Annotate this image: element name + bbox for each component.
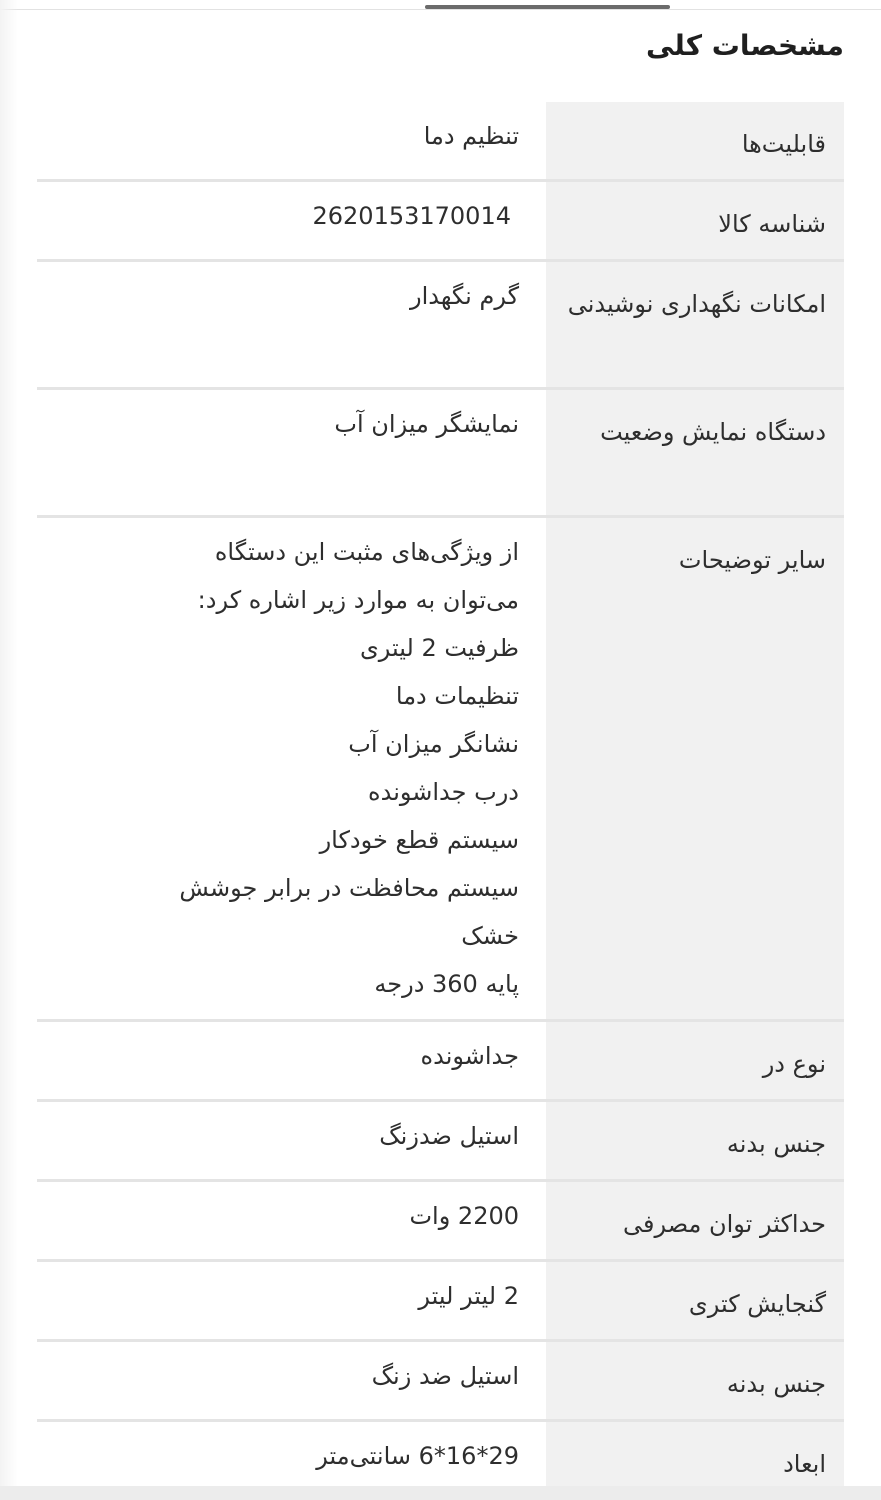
spec-row-body-material-2 bbox=[37, 1342, 844, 1422]
spec-value-line: نشانگر میزان آب bbox=[348, 730, 519, 758]
spec-row-other-description bbox=[37, 518, 844, 1022]
spec-value bbox=[37, 390, 546, 515]
spec-row-lid-type bbox=[37, 1022, 844, 1102]
spec-value-line: 2 لیتر لیتر bbox=[418, 1282, 519, 1310]
spec-row-max-power bbox=[37, 1182, 844, 1262]
spec-row-features bbox=[37, 102, 844, 182]
spec-label: نوع در bbox=[546, 1022, 844, 1099]
spec-value bbox=[37, 102, 546, 179]
spec-value-line: 29*16*6 سانتی‌متر bbox=[316, 1442, 519, 1470]
spec-value bbox=[37, 518, 546, 1019]
spec-value bbox=[37, 262, 546, 387]
spec-label: حداکثر توان مصرفی bbox=[546, 1182, 844, 1259]
spec-row-kettle-capacity bbox=[37, 1262, 844, 1342]
spec-value-line: پایه 360 درجه bbox=[374, 970, 519, 998]
spec-value-line: تنظیم دما bbox=[423, 122, 519, 150]
spec-label: شناسه کالا bbox=[546, 182, 844, 259]
spec-row-product-id bbox=[37, 182, 844, 262]
spec-row-body-material bbox=[37, 1102, 844, 1182]
spec-value-line: نمایشگر میزان آب bbox=[334, 410, 519, 438]
spec-value bbox=[37, 1102, 546, 1179]
spec-value-line: سیستم محافظت در برابر جوشش bbox=[179, 874, 519, 902]
spec-label: جنس بدنه bbox=[546, 1342, 844, 1419]
spec-table bbox=[37, 102, 844, 1500]
bottom-bar bbox=[0, 1486, 881, 1500]
spec-value-line: خشک bbox=[461, 922, 519, 950]
spec-label: سایر توضیحات bbox=[546, 518, 844, 1019]
spec-label: دستگاه نمایش وضعیت bbox=[546, 390, 844, 515]
spec-value-line: تنظیمات دما bbox=[395, 682, 519, 710]
spec-value-line: درب جداشونده bbox=[368, 778, 519, 806]
spec-value-line: می‌توان به موارد زیر اشاره کرد: bbox=[197, 586, 519, 614]
spec-label: قابلیت‌ها bbox=[546, 102, 844, 179]
spec-value-line: سیستم قطع خودکار bbox=[319, 826, 519, 854]
spec-value-line: ظرفیت 2 لیتری bbox=[360, 634, 519, 662]
spec-value bbox=[37, 1342, 546, 1419]
top-divider bbox=[0, 9, 881, 10]
spec-label: امکانات نگهداری نوشیدنی bbox=[546, 262, 844, 387]
spec-value-line: گرم نگهدار bbox=[409, 282, 519, 310]
spec-value-line: 2200 وات bbox=[409, 1202, 519, 1230]
spec-label: گنجایش کتری bbox=[546, 1262, 844, 1339]
spec-value bbox=[37, 1022, 546, 1099]
edge-shadow bbox=[0, 0, 18, 1500]
sheet-drag-handle[interactable] bbox=[425, 5, 670, 9]
section-title: مشخصات کلی bbox=[645, 29, 844, 62]
spec-row-status-display bbox=[37, 390, 844, 518]
spec-label: ابعاد bbox=[546, 1422, 844, 1500]
spec-label: جنس بدنه bbox=[546, 1102, 844, 1179]
spec-value bbox=[37, 1262, 546, 1339]
spec-value-line: از ویژگی‌های مثبت این دستگاه bbox=[214, 538, 519, 566]
spec-value-line: 2620153170014 bbox=[312, 202, 511, 230]
spec-value bbox=[37, 182, 546, 259]
spec-value-line: استیل ضدزنگ bbox=[379, 1122, 519, 1150]
spec-value-line: جداشونده bbox=[420, 1042, 519, 1070]
spec-row-beverage-keeping bbox=[37, 262, 844, 390]
spec-value-line: استیل ضد زنگ bbox=[371, 1362, 519, 1390]
spec-value bbox=[37, 1182, 546, 1259]
